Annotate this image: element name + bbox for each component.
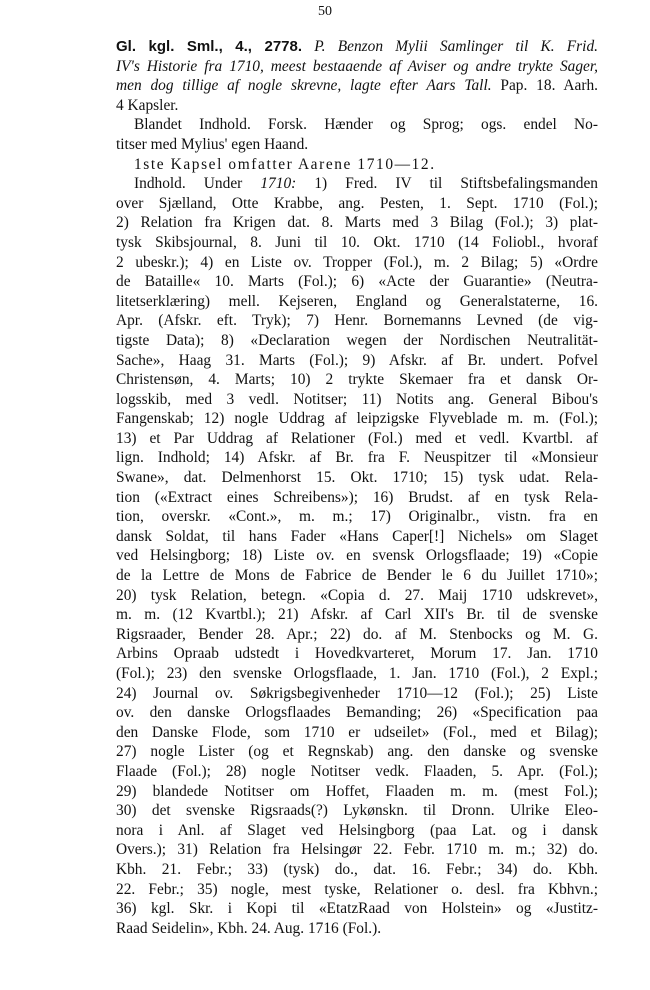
contents-line: (Fol.); 23) den svenske Orlogsflaade, 1. Jan. 1710 (Fol.), 2 Expl.; (116, 665, 598, 682)
entry-title-line-2: IV's Historie fra 1710, meest bestaaende af Aviser og andre trykte Sager, (116, 57, 598, 75)
contents-line: ov. den danske Orlogsflaades Bemanding; 26) «Specification paa (116, 704, 598, 722)
contents-line: Christensøn, 4. Marts; 10) 2 trykte Skemaer fra et dansk Or- (116, 371, 598, 389)
contents-line: logsskib, med 3 vedl. Notitser; 11) Notits ang. General Bibou's (116, 390, 598, 408)
contents-last-line: Raad Seidelin», Kbh. 24. Aug. 1716 (Fol.). (116, 919, 382, 937)
shelfmark: Gl. kgl. Sml., 4., 2778. (116, 38, 303, 55)
contents-line: litetserklæring) mell. Kejseren, England og Generalstaterne, 16. (116, 292, 598, 310)
contents-line: 2 ubeskr.); 4) en Liste ov. Tropper (Fol.), m. 2 Bilag; 5) «Ordre (116, 253, 598, 271)
entry-format: Pap. 18. Aarh. (491, 77, 599, 95)
contents-year: 1710: (260, 175, 297, 193)
contents-line: tion, overskr. «Cont.», m. m.; 17) Originalbr., vistn. fra en (116, 508, 598, 526)
contents-line: tion («Extract eines Schreibens»); 16) Brudst. af en tysk Rela- (116, 488, 598, 506)
contents-line: Apr. (Afskr. eft. Tryk); 7) Henr. Bornemanns Levned (de vig- (116, 312, 598, 330)
contents-line: de Bataille« 10. Marts (Fol.); 6) «Acte der Guarantie» (Neutra- (116, 273, 598, 291)
contents-line: Arbins Opraab udstedt i Hovedkvarteret, Morum 17. Jan. 1710 (116, 645, 598, 663)
contents-line: 27) nogle Lister (og et Regnskab) ang. den danske og svenske (116, 743, 598, 761)
contents-line: 24) Journal ov. Søkrigsbegivenheder 1710—12 (Fol.); 25) Liste (116, 684, 598, 702)
contents-line: Kbh. 21. Febr.; 33) (tysk) do., dat. 16. Febr.; 34) do. Kbh. (116, 860, 598, 878)
contents-line: den Danske Flode, som 1710 er udseilet» (Fol., med et Bilag); (116, 723, 598, 741)
contents-line: Rigsraader, Bender 28. Apr.; 22) do. af M. Stenbocks og M. G. (116, 625, 598, 643)
entry-capsules: 4 Kapsler. (116, 96, 179, 114)
contents-line: Swane», dat. Delmenhorst 15. Okt. 1710; 15) tysk udat. Rela- (116, 469, 598, 487)
contents-line: over Sjælland, Otte Krabbe, ang. Pesten, 1. Sept. 1710 (Fol.); (116, 194, 598, 212)
contents-line: lign. Indhold; 14) Afskr. af Br. fra F. Neuspitzer til «Monsieur (116, 449, 598, 467)
contents-line: 30) det svenske Rigsraads(?) Lykønskn. til Dronn. Ulrike Eleo- (116, 802, 598, 820)
contents-line: Flaade (Fol.); 28) nogle Notitser vedk. Flaaden, 5. Apr. (Fol.); (116, 762, 598, 780)
contents-line: tigste Data); 8) «Declaration wegen der Nordischen Neutralität- (116, 331, 598, 349)
contents-line: 20) tysk Relation, betegn. «Copia d. 27. Maij 1710 udskrevet», (116, 586, 598, 604)
contents-first-item: 1) Fred. IV til Stiftsbefalingsmanden (296, 175, 598, 193)
entry-title-end: men dog tillige af nogle skrevne, lagte efter Aars Tall. (116, 77, 492, 95)
contents-line: Sache», Haag 31. Marts (Fol.); 9) Afskr. af Br. undert. Pofvel (116, 351, 598, 369)
contents-line: 13) et Par Uddrag af Relationer (Fol.) med et vedl. Kvartbl. af (116, 429, 598, 447)
contents-body (116, 194, 598, 919)
contents-line: m. m. (12 Kvartbl.); 21) Afskr. af Carl XII's Br. til de svenske (116, 606, 598, 624)
contents-line: ved Helsingborg; 18) Liste ov. en svensk Orlogsflaade; 19) «Copie (116, 547, 598, 565)
entry-title-start: P. Benzon Mylii Samlinger til K. Frid. (314, 38, 598, 55)
contents-line: Fangenskab; 12) nogle Uddrag af leipzigske Flyveblade m. m. (Fol.); (116, 410, 598, 428)
contents-line: de la Lettre de Mons de Fabrice de Bender le 6 du Juillet 1710»; (116, 567, 598, 585)
contents-line: nora i Anl. af Slaget ved Helsingborg (paa Lat. og i dansk (116, 821, 598, 839)
contents-line: tysk Skibsjournal, 8. Juni til 10. Okt. 1710 (14 Foliobl., hvoraf (116, 233, 598, 251)
contents-line: 29) blandede Notitser om Hoffet, Flaaden m. m. (mest Fol.); (116, 782, 598, 800)
entry-heading-line (116, 37, 598, 57)
contents-line: 22. Febr.; 35) nogle, mest tyske, Relationer o. desl. fra Kbhvn.; (116, 880, 598, 898)
contents-intro-line (116, 174, 598, 194)
mixed-content-line-1: Blandet Indhold. Forsk. Hænder og Sprog; ogs. endel No- (134, 116, 598, 134)
contents-line: dansk Soldat, til hans Fader «Hans Caper[!] Nichels» om Slaget (116, 527, 598, 545)
page-number: 50 (318, 4, 332, 19)
entry-title-line-3 (116, 76, 598, 96)
contents-line: Overs.); 31) Relation fra Helsingør 22. Febr. 1710 m. m.; 32) do. (116, 841, 598, 859)
first-capsule-line: 1ste Kapsel omfatter Aarene 1710—12. (134, 155, 436, 173)
contents-line: 2) Relation fra Krigen dat. 8. Marts med 3 Bilag (Fol.); 3) plat- (116, 214, 598, 232)
contents-label: Indhold. Under (134, 175, 261, 193)
contents-line: 36) kgl. Skr. i Kopi til «EtatzRaad von Holstein» og «Justitz- (116, 900, 598, 918)
mixed-content-line-2: titser med Mylius' egen Haand. (116, 135, 309, 153)
catalogue-entry (116, 37, 598, 938)
